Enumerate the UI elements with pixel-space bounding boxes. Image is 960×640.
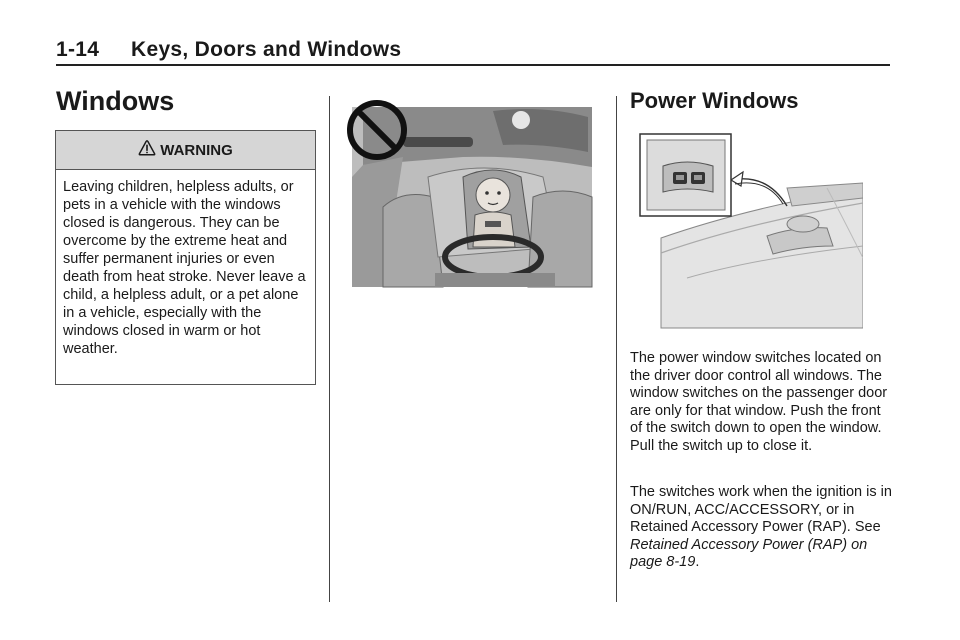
warning-box	[55, 130, 316, 385]
column-divider-1	[329, 96, 330, 602]
child-in-car-prohibited-illustration	[343, 97, 594, 289]
chapter-title: Keys, Doors and Windows	[131, 38, 402, 61]
column-divider-2	[616, 96, 617, 602]
page-header	[56, 36, 890, 66]
page-number: 1-14	[56, 38, 100, 61]
warning-header	[56, 131, 315, 170]
paragraph-2-end: .	[695, 554, 700, 571]
power-windows-paragraph-2	[630, 484, 895, 572]
subsection-heading: Power Windows	[630, 88, 799, 113]
section-heading: Windows	[56, 86, 175, 116]
power-window-switch-illustration	[627, 128, 863, 338]
cross-reference-link[interactable]: Retained Accessory Power (RAP) on page 8-19	[630, 536, 868, 571]
header-rule	[56, 64, 890, 66]
warning-text: Leaving children, helpless adults, or pets in a vehicle with the windows closed is dangerous. They can be overcome by the extreme heat and suffer permanent injuries or even death from heat stroke. Never leave a child, a helpless adult, or a pet alone in a vehicle, especially with the windows closed in warm or hot weather.	[63, 179, 306, 357]
warning-triangle-icon	[138, 139, 156, 157]
power-windows-paragraph-1: The power window switches located on the driver door control all windows. The window switches on the passenger door are only for that window. Push the front of the switch down to open the window. Pull the switch up to close it.	[630, 350, 888, 454]
warning-label: WARNING	[160, 141, 233, 159]
paragraph-2-text: The switches work when the ignition is in ON/RUN, ACC/ACCESSORY, or in Retained Accessory Power (RAP). See	[630, 484, 892, 536]
